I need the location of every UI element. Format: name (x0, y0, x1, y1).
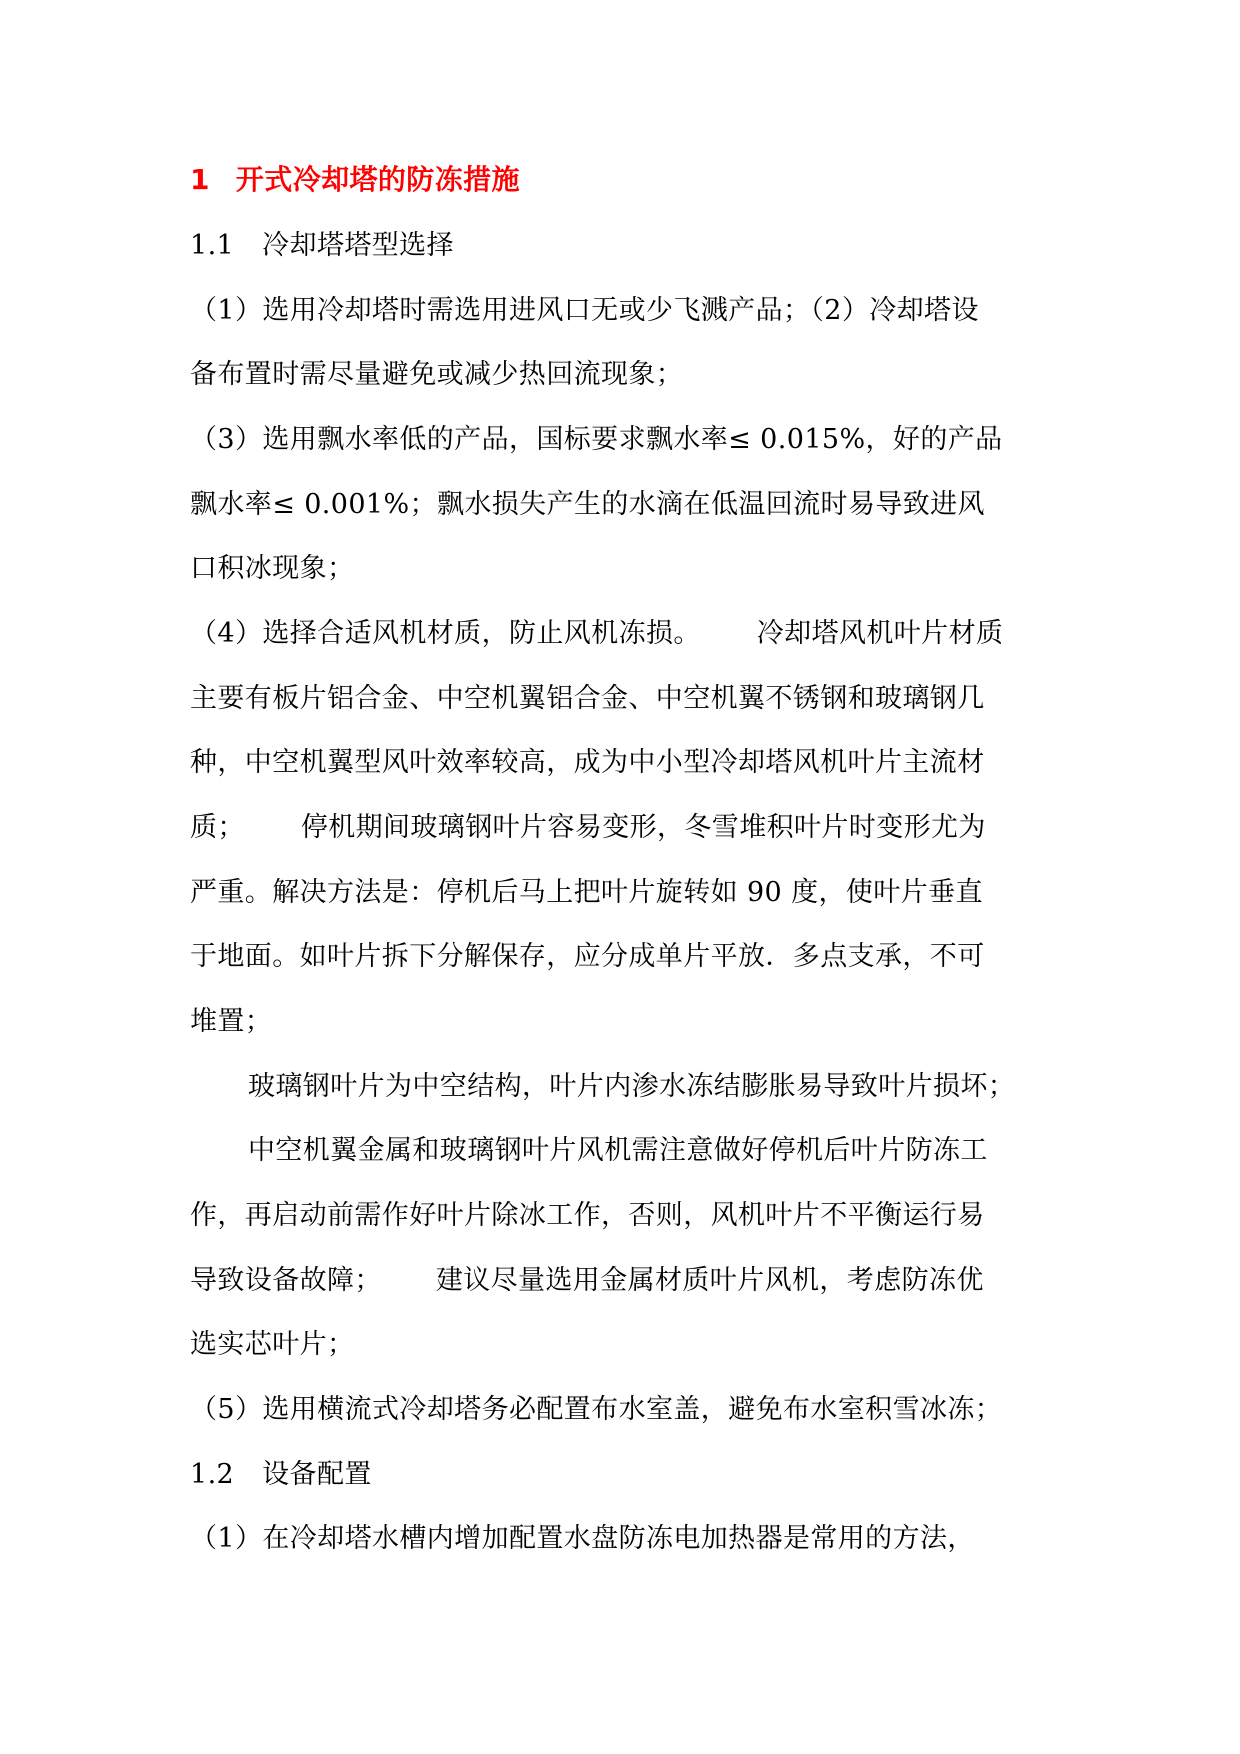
section-heading-1-1 (190, 232, 454, 259)
heading-title: 开式冷却塔的防冻措施 (235, 163, 520, 196)
section-title: 设备配置 (262, 1459, 372, 1490)
zhi-part1: 质； (190, 812, 245, 843)
paragraph-line: 于地面。如叶片拆下分解保存，应分成单片平放．多点支承，不可 (190, 941, 985, 972)
zhi-part2: 停机期间玻璃钢叶片容易变形，冬雪堆积叶片时变形尤为 (300, 812, 986, 843)
item-4-line (190, 620, 1003, 647)
paragraph-line: 堆置； (190, 1006, 273, 1037)
paragraph-line: 作，再启动前需作好叶片除冰工作，否则，风机叶片不平衡运行易 (190, 1200, 985, 1231)
indented-paragraph-line: 中空机翼金属和玻璃钢叶片风机需注意做好停机后叶片防冻工 (248, 1135, 988, 1166)
paragraph-line: 主要有板片铝合金、中空机翼铝合金、中空机翼不锈钢和玻璃钢几 (190, 683, 985, 714)
indented-paragraph-line: 玻璃钢叶片为中空结构，叶片内渗水冻结膨胀易导致叶片损坏； (248, 1071, 1016, 1102)
heading-number: 1 (190, 163, 210, 196)
dao-part1: 导致设备故障； (190, 1265, 382, 1296)
paragraph-line: （1）在冷却塔水槽内增加配置水盘防冻电加热器是常用的方法， (190, 1523, 975, 1554)
section-heading-1-2 (190, 1461, 372, 1488)
item-4-part1: （4）选择合适风机材质，防止风机冻损。 (190, 618, 701, 649)
paragraph-line: 严重。解决方法是：停机后马上把叶片旋转如 90 度，使叶片垂直 (190, 877, 983, 908)
item-5-line: （5）选用横流式冷却塔务必配置布水室盖，避免布水室积雪冰冻； (190, 1394, 1003, 1425)
paragraph-line (190, 814, 986, 841)
paragraph-line: （1）选用冷却塔时需选用进风口无或少飞溅产品；（2）冷却塔设 (190, 295, 979, 326)
section-title: 冷却塔塔型选择 (262, 230, 454, 261)
paragraph-line: 飘水率≤ 0.001%；飘水损失产生的水滴在低温回流时易导致进风 (190, 489, 985, 520)
dao-part2: 建议尽量选用金属材质叶片风机，考虑防冻优 (435, 1265, 984, 1296)
paragraph-line: 备布置时需尽量避免或减少热回流现象； (190, 359, 684, 390)
paragraph-line: （3）选用飘水率低的产品，国标要求飘水率≤ 0.015%，好的产品 (190, 424, 1003, 455)
paragraph-line (190, 1267, 984, 1294)
section-number: 1.1 (190, 230, 235, 261)
section-heading-1 (190, 163, 520, 196)
paragraph-line: 种，中空机翼型风叶效率较高，成为中小型冷却塔风机叶片主流材 (190, 747, 985, 778)
paragraph-line: 口积冰现象； (190, 553, 355, 584)
item-4-part2: 冷却塔风机叶片材质 (756, 618, 1004, 649)
section-number: 1.2 (190, 1459, 235, 1490)
paragraph-line: 选实芯叶片； (190, 1329, 355, 1360)
